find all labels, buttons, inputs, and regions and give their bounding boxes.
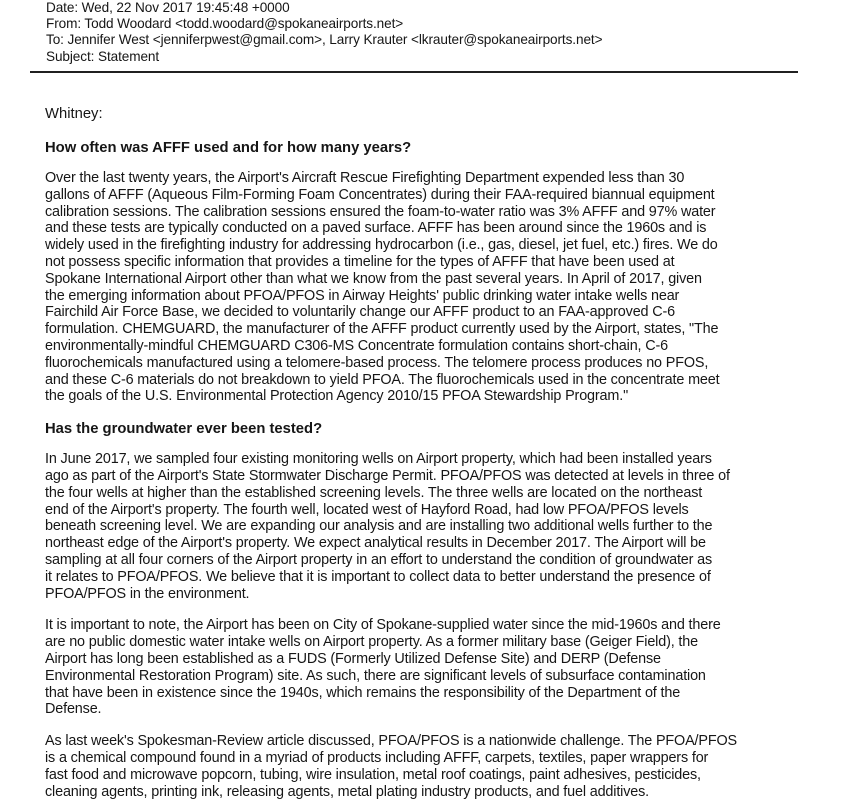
text-line: that have been in existence since the 1940s, which remains the responsibility of the Department of the	[45, 684, 681, 701]
text-line: the four wells at higher than the established screening levels. The three wells are located on the northeast	[45, 484, 703, 501]
text-line: fast food and microwave popcorn, tubing, wire insulation, metal roof coatings, paint adhesives, pesticides,	[45, 766, 701, 783]
header-divider	[30, 71, 798, 73]
answer-afff-usage	[45, 170, 805, 405]
text-line: gallons of AFFF (Aqueous Film-Forming Foam Concentrates) during their FAA-required biannual equipment	[45, 186, 715, 203]
text-line: northeast edge of the Airport's property. We expect analytical results in December 2017. The Airport will be	[45, 535, 706, 552]
text-line: end of the Airport's property. The fourth well, located west of Hayford Road, had low PFOA/PFOS levels	[45, 501, 689, 518]
email-header	[46, 0, 806, 65]
paragraph-nationwide-challenge	[45, 733, 805, 800]
text-line: PFOA/PFOS in the environment.	[45, 585, 250, 602]
text-line: sampling at all four corners of the Airport property in an effort to understand the condition of groundwater as	[45, 551, 713, 568]
text-line: calibration sessions. The calibration sessions ensured the foam-to-water ratio was 3% AFFF and 97% water	[45, 203, 716, 220]
text-line: Airport has long been established as a FUDS (Formerly Utilized Defense Site) and DERP (Defense	[45, 650, 661, 667]
text-line: Defense.	[45, 701, 102, 718]
paragraph-water-supply	[45, 617, 805, 718]
to-line: To: Jennifer West <jenniferpwest@gmail.com>, Larry Krauter <lkrauter@spokaneairports.net>	[46, 32, 603, 48]
answer-groundwater	[45, 451, 805, 602]
text-line: the emerging information about PFOA/PFOS in Airway Heights' public drinking water intake wells near	[45, 287, 680, 304]
text-line: and these C-6 materials do not breakdown to yield PFOA. The fluorochemicals used in the concentrate meet	[45, 371, 720, 388]
text-line: Environmental Restoration Program) site. As such, there are significant levels of subsurface contamination	[45, 667, 706, 684]
text-line: beneath screening level. We are expanding our analysis and are installing two additional wells further to the	[45, 518, 713, 535]
email-body	[45, 105, 805, 804]
text-line: fluorochemicals manufactured using a telomere-based process. The telomere process produces no PFOS,	[45, 354, 709, 371]
text-line: it relates to PFOA/PFOS. We believe that it is important to collect data to better understand the presence of	[45, 568, 711, 585]
text-line: and these tests are typically conducted on a paved surface. AFFF has been around since the 1960s and is	[45, 220, 707, 237]
date-line: Date: Wed, 22 Nov 2017 19:45:48 +0000	[46, 0, 290, 15]
text-line: the goals of the U.S. Environmental Protection Agency 2010/15 PFOA Stewardship Program."	[45, 388, 629, 405]
question-groundwater: Has the groundwater ever been tested?	[45, 421, 323, 438]
text-line: In June 2017, we sampled four existing monitoring wells on Airport property, which had been installed years	[45, 451, 712, 468]
greeting: Whitney:	[45, 106, 103, 122]
from-line: From: Todd Woodard <todd.woodard@spokaneairports.net>	[46, 16, 404, 32]
text-line: Fairchild Air Force Base, we decided to voluntarily change our AFFF product to an FAA-approved C-6	[45, 304, 675, 321]
text-line: is a chemical compound found in a myriad of products including AFFF, carpets, textiles, paper wrappers for	[45, 749, 709, 766]
text-line: formulation. CHEMGUARD, the manufacturer of the AFFF product currently used by the Airport, states, "The	[45, 321, 719, 338]
text-line: It is important to note, the Airport has been on City of Spokane-supplied water since the mid-1960s and there	[45, 617, 721, 634]
text-line: not possess specific information that provides a timeline for the types of AFFF that have been used at	[45, 253, 675, 270]
text-line: widely used in the firefighting industry for addressing hydrocarbon (i.e., gas, diesel, jet fuel, etc.) fires. We do	[45, 237, 718, 254]
text-line: are no public domestic water intake wells on Airport property. As a former military base (Geiger Field), the	[45, 634, 698, 651]
text-line: Over the last twenty years, the Airport's Aircraft Rescue Firefighting Department expended less than 30	[45, 170, 685, 186]
subject-line: Subject: Statement	[46, 48, 160, 64]
text-line: environmentally-mindful CHEMGUARD C306-MS Concentrate formulation contains short-chain, C-6	[45, 337, 668, 354]
text-line: cleaning agents, printing ink, releasing agents, metal plating industry products, and fuel additives.	[45, 783, 650, 800]
question-afff-usage: How often was AFFF used and for how many years?	[45, 140, 412, 156]
text-line: ago as part of the Airport's State Stormwater Discharge Permit. PFOA/PFOS was detected at levels in three of	[45, 467, 730, 484]
text-line: As last week's Spokesman-Review article discussed, PFOA/PFOS is a nationwide challenge. The PFOA/PFOS	[45, 733, 737, 750]
text-line: Spokane International Airport other than what we know from the past several years. In April of 2017, given	[45, 270, 702, 287]
